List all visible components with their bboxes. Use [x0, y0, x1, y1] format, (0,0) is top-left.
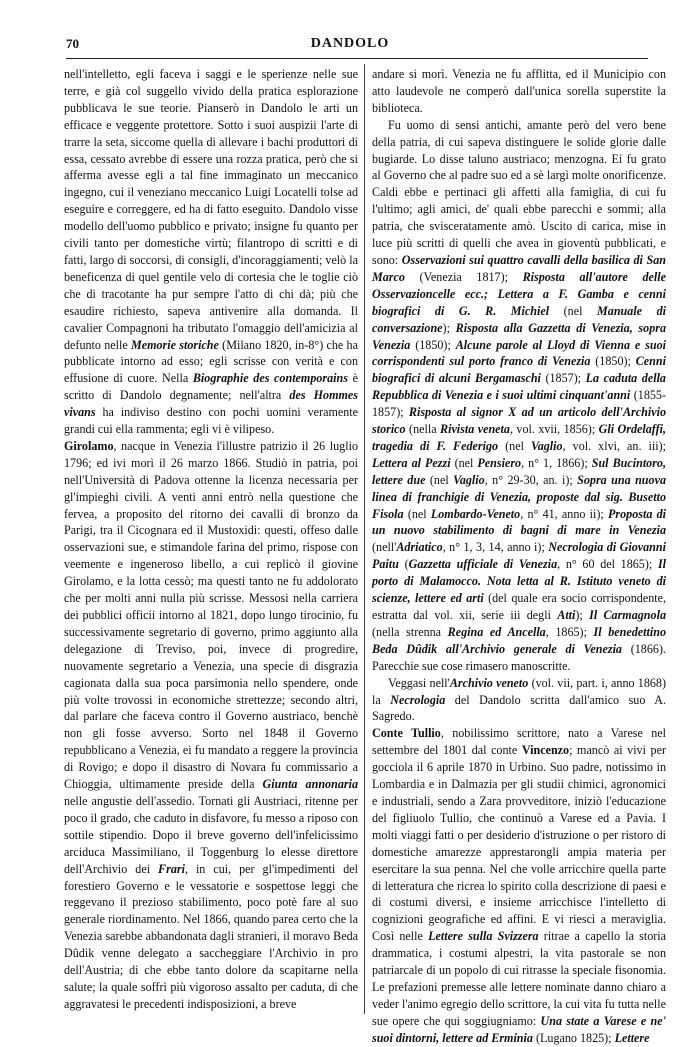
italic-title: Proposta di un nuovo stabilimento di bagni di mare in Venezia — [372, 506, 666, 538]
text-run: , in cui, per gl'impedimenti del forestiero Governo e le vessatorie e sospettose leggi che reggevano il prezioso stabilimento, poco potè fare al suo generale riordinamento. Nel 1866, quando parea certo che la Venezia sarebbe abbandonata dagli stranieri, il moravo Beda Dûdik venne delegato a saccheggiare l'Archivio in pro dell'Austria; di che ebbe tanto dolore da scapitarne nella salute; la quale soffrì più vigoroso assalto per caduta, di che aggravatesi le precedenti indisposizioni, a breve — [64, 861, 359, 1011]
italic-title: des Hommes vivans — [64, 388, 358, 420]
paragraph — [372, 675, 666, 726]
italic-title: Atti — [557, 608, 576, 622]
text-run: (Lugano 1825); — [532, 1030, 615, 1045]
text-run: ha indiviso destino con pochi uomini veramente grandi cui ella rammenta; egli vi è vilipeso. — [64, 405, 358, 437]
italic-title: Biographie des contemporains — [192, 371, 348, 386]
paragraph — [64, 66, 358, 438]
text-run: , n° 41, anno ii); — [520, 506, 609, 521]
text-run: (nel — [403, 506, 431, 521]
paragraph — [64, 438, 358, 1013]
text-run: ritrae a capello la storia drammatica, i costumi alpestri, la vita pastorale se non patriarcale di un popolo di cui ritrasse la speciale fisonomia. Le prefazioni premesse alle lettere nominate danno chiaro a veder l'animo egregio dello scrittore, la cui vita fu tutta nelle sue opere che qui soggiugniamo: — [372, 929, 667, 1028]
italic-title: Il porto di Malamocco. Nota letta al R. Istituto veneto di scienze, lettere ed arti — [372, 557, 667, 606]
italic-title: Frari — [158, 861, 185, 876]
text-run: del Dandolo scritta dall'amico suo A. Sagredo. — [372, 692, 666, 724]
paragraph — [372, 117, 666, 675]
paragraph — [372, 725, 666, 1046]
italic-title: Risposta alla Gazzetta di Venezia, sopra Venezia — [372, 320, 666, 352]
italic-title: Lettere — [614, 1030, 650, 1045]
bold-name: Conte Tullio — [372, 726, 441, 741]
italic-title: Necrologia di Giovanni Paitu — [372, 540, 666, 572]
italic-title: Pensiero — [477, 455, 522, 470]
italic-title: Necrologia — [390, 692, 446, 707]
text-run: (vol. vii, part. i, anno 1868) la — [372, 675, 666, 707]
text-run: (nella strenna — [372, 624, 448, 639]
text-run: (Milano 1820, in-8°) che ha pubblicate intorno ad esso; egli scrisse con verità e con effusione di cuore. Nella — [64, 337, 358, 386]
italic-title: Regina ed Ancella — [447, 624, 546, 639]
text-run: nelle angustie dell'assedio. Tornati gli Austriaci, ritenne per poco il grado, che caduto in disfavore, fu messo a riposo con sottile stipendio. Dopo il breve governo dell'infelicissimo arciduca Massimiliano, il Toggenburg lo elesse direttore dell'Archivio dei — [64, 793, 358, 876]
paragraph — [372, 66, 666, 117]
text-run: (nel — [425, 472, 454, 487]
text-run: , n° 1, 1866); — [521, 455, 592, 470]
italic-title: Il Carmagnola — [589, 608, 666, 622]
italic-title: Gazzetta ufficiale di Venezia — [408, 557, 558, 572]
italic-title: Vaglio — [453, 472, 485, 487]
italic-title: Archivio veneto — [449, 675, 529, 690]
text-run: , vol. xvii, 1856); — [509, 422, 599, 437]
italic-title: Risposta all'autore delle Osservazioncelle ecc.; Lettera a F. Gamba e cenni biografici di G. R. Michiel — [372, 269, 666, 318]
text-run: , n° 1, 3, 14, anno i); — [442, 540, 549, 555]
left-column — [64, 66, 358, 1013]
right-column — [372, 66, 666, 1047]
italic-title: Lettera al Pezzi — [372, 455, 451, 470]
italic-title: Rivista veneta — [440, 422, 510, 437]
text-run: (nel — [549, 303, 598, 318]
italic-title: Memorie storiche — [130, 337, 219, 352]
text-run: , 1865); — [545, 624, 594, 639]
text-run: andare si morì. Venezia ne fu afflitta, ed il Municipio con atto laudevole ne comperò dall'unica sorella superstite la biblioteca. — [372, 67, 666, 115]
italic-title: Risposta al signor X ad un articolo dell'Archivio storico — [372, 405, 666, 437]
text-run: Veggasi nell' — [388, 675, 450, 690]
column-divider — [364, 64, 365, 1014]
italic-title: La caduta della Repubblica di Venezia e i suoi ultimi cinquant'anni — [372, 371, 666, 403]
italic-title: Lombardo-Veneto — [430, 506, 521, 521]
text-run: (1850); — [590, 354, 636, 369]
text-run: nell'intelletto, egli faceva i saggi e le sperienze nelle sue terre, e già col suggello vivido della pratica esplorazione pubblicava le sue teorie. Pianserò in Dandolo le arti un efficace e veggente protettore. Sotto i suoi auspizii l'arte di trarre la seta, siccome quella di allevare i bachi produttori di essa, cessato avrebbe di essere una rozza pratica, però che si afferma avesse egli a tal fine immaginato un meccanico ingegno, cui il veneziano meccanico Luigi Locatelli tolse ad eseguire e correggere, ed ha di fatto eseguito. Dandolo visse modello dell'uomo pubblico e privato; insigne fu quanto per civili tanto per domestiche virtù; filantropo di scritti e di fatti, largo di soccorsi, di consigli, d'incoraggiamenti; velò la beneficenza di quel gentile velo di cortesia che le toglie ciò che di tracotante ha pur sempre l'atto di chi dà; più che esaudire richiesto, sapeva antivenire alla domanda. Il cavalier Compagnoni ha tributato l'omaggio dell'amicizia al defunto nelle — [64, 67, 358, 352]
running-title: DANDOLO — [310, 36, 390, 51]
text-run: ; mancò ai vivi per gocciola il 6 aprile 1870 in Urbino. Suo padre, notissimo in Lombardia e in Dalmazia per gli studii chimici, agronomici e industriali, sendo a Zara provveditore, iniziò l'educazione del figliuolo Tullio, che continuò a Varese ed a Pavia. I molti viaggi fatti o per desiderio d'istruzione o per ristoro di domestiche amarezze apprestarongli ampia materia per esercitare la sua penna. Nel che volle arricchire quella parte di letteratura che ricrea lo spirito colla descrizione di paesi e di costumi diversi, e insieme arricchisce l'intelletto di cognizioni geografiche ed affini. E vi riescì a meraviglia. Così nelle — [372, 743, 666, 944]
italic-title: Alcune parole al Lloyd di Vienna e suoi corrispondenti sul porto franco di Venezia — [372, 337, 666, 369]
text-run: , nobilissimo scrittore, nato a Varese nel settembre del 1801 dal conte — [372, 726, 667, 758]
text-run: (Venezia 1817); — [404, 269, 523, 284]
text-run: , n° 29-30, an. i); — [484, 472, 578, 487]
text-run: ); — [575, 608, 590, 622]
text-run: , vol. xlvi, an. iii); — [562, 438, 667, 453]
italic-title: Adriatico — [396, 540, 443, 555]
header-rule — [66, 58, 648, 59]
text-run: (nella — [405, 422, 441, 437]
bold-name: Vincenzo — [521, 743, 570, 758]
text-run: (1855-1857); — [372, 388, 666, 420]
text-run: (nel — [498, 438, 531, 453]
page-number: 70 — [66, 36, 79, 51]
text-run: (1866). Parecchie sue cose rimasero manoscritte. — [372, 641, 666, 673]
italic-title: Cenni biografici di alcuni Bergamaschi — [372, 354, 666, 386]
text-run: (nell' — [372, 540, 397, 555]
italic-title: Una state a Varese e ne' suoi dintorni, lettere ad Erminia — [372, 1013, 666, 1045]
bold-name: Girolamo — [64, 438, 114, 453]
text-run: , n° 60 del 1865); — [557, 557, 658, 572]
text-run: è scritto di Dandolo degnamente; nell'altra — [64, 371, 358, 403]
text-run: (del quale era socio corrispondente, estratta dal vol. xii, serie iii degli — [372, 591, 666, 622]
italic-title: Sul Bucintoro, lettere due — [372, 455, 666, 487]
text-run: (1850); — [410, 337, 456, 352]
italic-title: Osservazioni sui quattro cavalli della basilica di San Marco — [372, 252, 666, 284]
italic-title: Il benedettino Beda Dûdik all'Archivio generale di Venezia — [372, 624, 666, 656]
italic-title: Lettere sulla Svizzera — [428, 929, 539, 944]
text-run: (1857); — [540, 371, 586, 386]
text-run: , nacque in Venezia l'illustre patrizio il 26 luglio 1796; ed ivi morì il 26 marzo 1866. Studiò in patria, poi nell'Università di Padova ottenne la licenza necessaria per gl'impieghi civili. A venti anni entrò nella questione che fervea, a proposito del ritorno dei cavalli di bronzo da Parigi, tra il Cicognara ed il Mustoxidi: questi, offeso dalle osservazioni sue, e stimandole farina del primo, rispose con veemente e ingeneroso libello, a cui replicò il giovine Girolamo, e la lotta cessò; ma questi tanto ne fu addolorato che per molti anni nulla più scrisse. Messosi nella carriera dei pubblici officii intorno al 1821, dopo lungo tirocinio, fu successivamente segretario di governo, primo aggiunto alla delegazione di Treviso, poi, invece di progredire, nuovamente segretario a Venezia, una specie di disgrazia cagionata dalla sua poca parsimonia nello spendere, onde più volte trovossi in economiche strettezze; secondo altri, dal parlare che faceva contro il Governo austriaco, benchè non gli fosse avverso. Sorto nel 1848 il Governo repubblicano a Venezia, ei fu mandato a reggere la provincia di Rovigo; e dopo il disastro di Novara fu commissario a Chioggia, ultimamente preside della — [64, 438, 358, 792]
text-run: ( — [398, 557, 409, 572]
text-run: Fu uomo di sensi antichi, amante però del vero bene della patria, di cui sapeva distinguere le solide glorie dalle bugiarde. Lo disse taluno austriaco; menzogna. Ei fu grato al Governo che al padre suo ed a sè largì molte onorificenze. Caldi ebbe e pertinaci gli affetti alla famiglia, di cui fu l'ultimo; agli amici, de' quali ebbe parecchi e sommi; alla patria, che svisceratamente amò. Uscito di carica, mise in luce più scritti di quelli che avea in gioventù pubblicati, e sono: — [372, 117, 666, 267]
italic-title: Giunta annonaria — [262, 777, 358, 792]
text-run: (nel — [450, 455, 478, 470]
text-run: ); — [442, 320, 456, 335]
italic-title: Sopra una nuova linea di franchigie di Venezia, proposte dal sig. Busetto Fisola — [372, 472, 666, 521]
italic-title: Vaglio — [530, 438, 563, 453]
italic-title: Manuale di conversazione — [372, 303, 666, 335]
italic-title: Gli Ordelaffi, tragedia di F. Federigo — [372, 422, 666, 453]
